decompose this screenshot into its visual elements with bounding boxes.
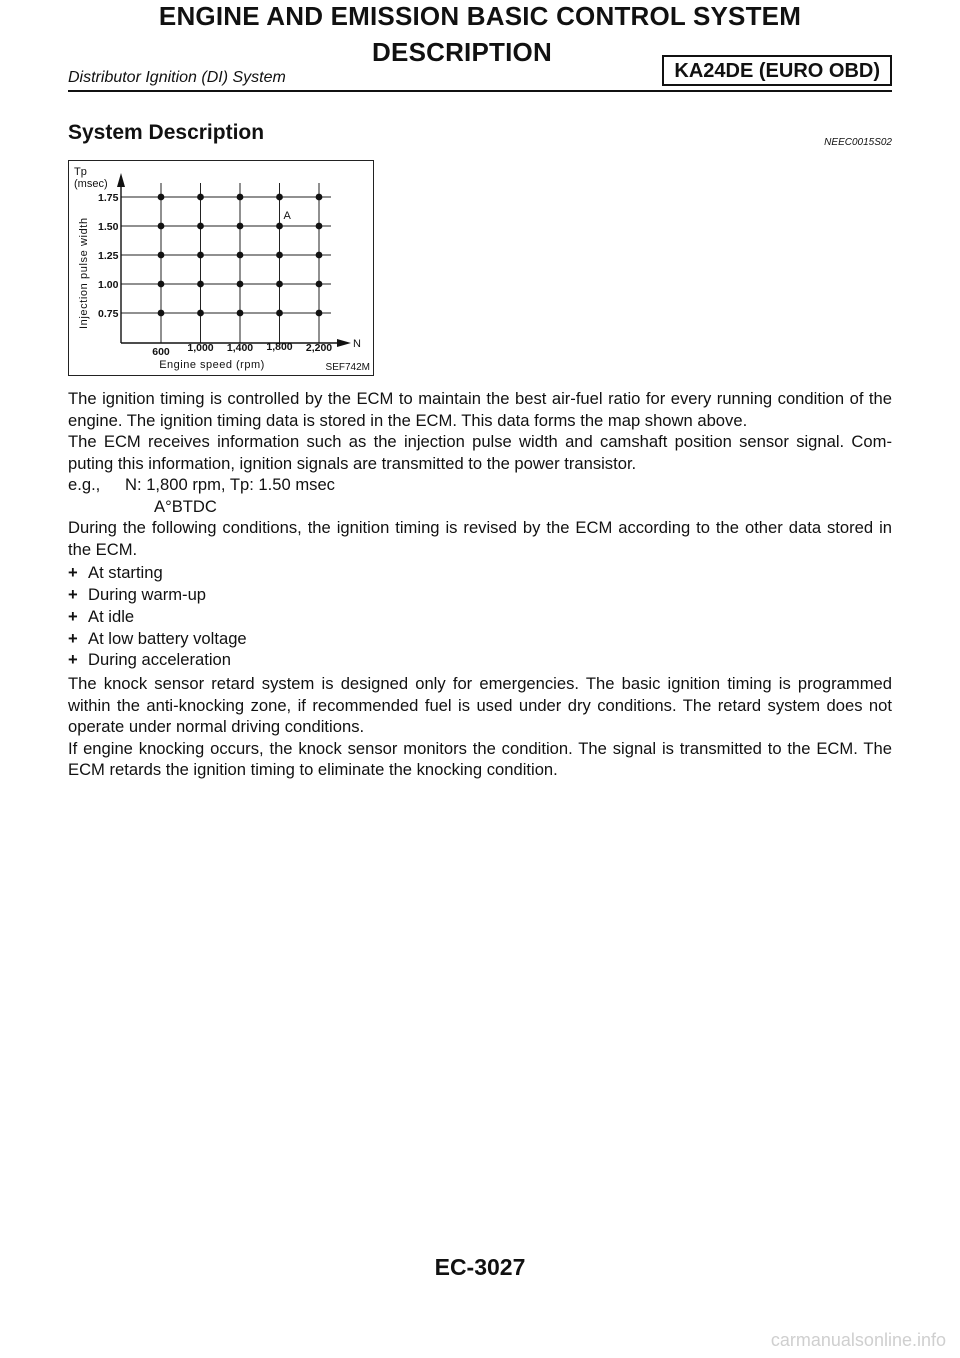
data-point [276, 310, 283, 317]
data-point [237, 281, 244, 288]
x-tick-label: 1,000 [187, 342, 214, 354]
x-axis-arrow-icon [337, 339, 351, 347]
data-point [237, 194, 244, 201]
data-point [276, 223, 283, 230]
chart-axes [117, 173, 351, 347]
data-point [158, 252, 165, 259]
y-axis-label: Injection pulse width [78, 217, 90, 329]
data-point [316, 252, 323, 259]
bullet-icon: + [68, 606, 78, 626]
x-tick-label: 600 [152, 346, 170, 358]
description-body [68, 388, 892, 781]
x-tick-label: 1,400 [226, 342, 254, 354]
example-value: N: 1,800 rpm, Tp: 1.50 msec [125, 475, 335, 494]
x-axis-label: Engine speed (rpm) [159, 359, 265, 371]
chart-grid [121, 183, 331, 343]
y-tick-label: 1.00 [98, 279, 119, 291]
ignition-timing-map-chart [69, 161, 375, 377]
example-label: e.g., [68, 475, 101, 494]
data-point [276, 252, 283, 259]
bullet-icon: + [68, 650, 78, 670]
section-code: NEEC0015S02 [824, 137, 892, 148]
condition-list [68, 562, 892, 671]
list-item: + During acceleration [68, 650, 231, 670]
data-point [197, 281, 204, 288]
x-axis-name: N [353, 338, 361, 350]
data-point [197, 194, 204, 201]
y-axis-name: Tp [74, 166, 87, 178]
data-point [316, 310, 323, 317]
page-header [68, 0, 892, 112]
data-point [276, 281, 283, 288]
header-divider [68, 90, 892, 92]
data-point [158, 281, 165, 288]
x-tick-label: 1,800 [266, 341, 293, 353]
y-axis-arrow-icon [117, 173, 125, 187]
watermark: carmanualsonline.info [770, 1330, 946, 1350]
header-title-line1: ENGINE AND EMISSION BASIC CONTROL SYSTEM [158, 1, 802, 31]
page-number: EC-3027 [434, 1254, 526, 1280]
paragraph-1: The ignition timing is controlled by the ECM to maintain the best air-fuel ratio for every running condition of the engine. The ignition timing data is stored in the ECM. This data forms the map shown above. [68, 389, 892, 430]
data-point [197, 310, 204, 317]
figure-code: SEF742M [325, 362, 370, 373]
header-subtitle: Distributor Ignition (DI) System [68, 69, 286, 86]
annotation-label: A [283, 210, 291, 222]
x-tick-label: 2,200 [305, 342, 333, 354]
bullet-icon: + [68, 585, 78, 605]
bullet-icon: + [68, 628, 78, 648]
data-point [158, 194, 165, 201]
section-title: System Description [68, 121, 265, 144]
data-point [237, 223, 244, 230]
y-tick-label: 0.75 [98, 308, 119, 320]
example-result: A°BTDC [154, 496, 217, 516]
data-point [316, 223, 323, 230]
paragraph-2: The ECM receives information such as the injection pulse width and camshaft position sensor signal. Com- puting this information, ignition signals are transmitted to the power transistor. [68, 432, 892, 473]
list-item: + At starting [68, 563, 163, 583]
data-point [237, 310, 244, 317]
paragraph-4: The knock sensor retard system is designed only for emergencies. The basic ignition timing is programmed within the anti-knocking zone, if recommended fuel is used under dry conditions. The retard system does not operate under normal driving conditions. [68, 674, 892, 737]
y-axis-unit: (msec) [74, 178, 108, 190]
data-point [316, 194, 323, 201]
data-point [158, 223, 165, 230]
paragraph-3: During the following conditions, the ignition timing is revised by the ECM according to the other data stored in the ECM. [68, 518, 892, 559]
engine-model-badge: KA24DE (EURO OBD) [662, 55, 892, 86]
data-point [197, 252, 204, 259]
y-tick-label: 1.50 [98, 221, 119, 233]
bullet-icon: + [68, 563, 78, 583]
list-item: + During warm-up [68, 585, 207, 605]
ignition-timing-map-figure [68, 160, 374, 376]
list-item: + At low battery voltage [68, 628, 247, 648]
data-point [158, 310, 165, 317]
data-point [197, 223, 204, 230]
data-point [276, 194, 283, 201]
example-line [68, 474, 892, 496]
example-result-line [68, 496, 892, 518]
y-tick-label: 1.25 [98, 250, 119, 262]
paragraph-5: If engine knocking occurs, the knock sensor monitors the condition. The signal is transmitted to the ECM. The ECM retards the ignition timing to eliminate the knocking condition. [68, 738, 892, 780]
data-point [237, 252, 244, 259]
header-title-line2: DESCRIPTION [372, 37, 552, 67]
y-tick-label: 1.75 [98, 192, 119, 204]
data-point [316, 281, 323, 288]
list-item: + At idle [68, 606, 135, 626]
